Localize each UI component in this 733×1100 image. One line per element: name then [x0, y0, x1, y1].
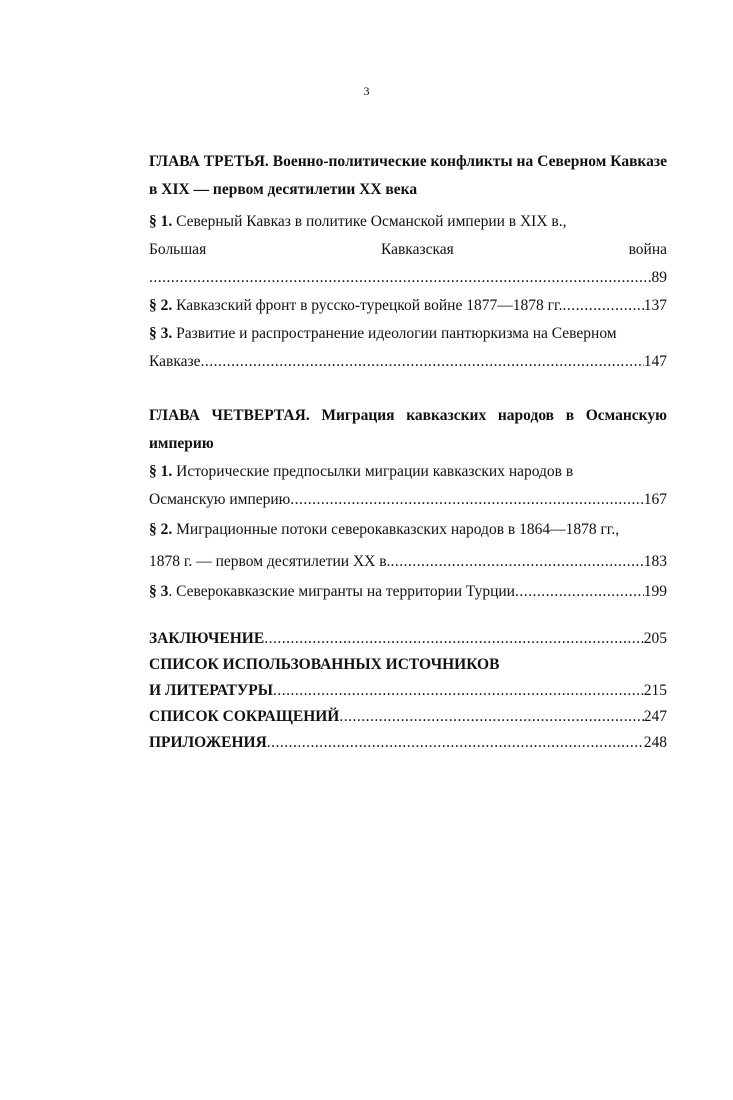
section-title: Миграционные потоки северокавказских народов в 1864—1878 гг.,: [176, 521, 620, 538]
spread-word: война: [628, 241, 667, 258]
section-title: . Северокавказские мигранты на территории Турции: [168, 583, 515, 600]
toc-leader: [149, 546, 667, 578]
page-ref: 89: [651, 269, 667, 286]
page-ref: 215: [643, 682, 667, 699]
section-title: Кавказский фронт в русско-турецкой войне 1877—1878 гг.: [176, 297, 563, 314]
leader-dots: [515, 578, 644, 606]
leader-dots: [273, 678, 644, 704]
back-matter-label: И ЛИТЕРАТУРЫ: [149, 682, 273, 699]
page-ref: 183: [643, 553, 667, 570]
toc-leader: [149, 578, 667, 606]
section-number: § 1.: [149, 213, 173, 230]
toc-appendices: [149, 730, 667, 756]
chapter-4-title: ГЛАВА ЧЕТВЕРТАЯ. Миграция кавказских народов в Османскую империю: [149, 407, 667, 452]
section-number: § 2.: [149, 521, 173, 538]
chapter-3-section-1: [149, 208, 667, 292]
leader-dots: [339, 704, 643, 730]
toc-leader: [149, 486, 667, 514]
page-ref: 247: [643, 708, 667, 725]
section-title: Исторические предпосылки миграции кавказских народов в: [176, 463, 574, 480]
toc-abbreviations: [149, 704, 667, 730]
leader-dots: [390, 546, 643, 578]
leader-dots: [290, 486, 644, 514]
table-of-contents: [149, 148, 667, 756]
toc-entry-text: [149, 514, 667, 546]
spread-word: Большая: [149, 241, 207, 258]
toc-entry-text-spread: [149, 236, 667, 264]
leader-dots: [149, 264, 652, 292]
leader-dots: [264, 626, 644, 652]
leader-dots: [562, 292, 643, 320]
page-ref: 199: [643, 583, 667, 600]
section-number: § 3.: [149, 325, 173, 342]
toc-leader: [149, 348, 667, 376]
toc-leader: [149, 264, 667, 292]
section-number: § 1.: [149, 463, 173, 480]
toc-sources: [149, 678, 667, 704]
section-title: Развитие и распространение идеологии пантюркизма на Северном: [176, 325, 617, 342]
page-ref: 167: [643, 491, 667, 508]
page-ref: 137: [643, 297, 667, 314]
back-matter-label: СПИСОК СОКРАЩЕНИЙ: [149, 708, 340, 725]
page-number: 3: [363, 84, 370, 98]
chapter-3-section-3: [149, 320, 667, 376]
toc-conclusion: [149, 626, 667, 652]
page-ref: 147: [643, 353, 667, 370]
section-title: Северный Кавказ в политике Османской империи в XIX в.,: [176, 213, 567, 230]
toc-entry-text: [149, 320, 667, 348]
section-title-cont: Кавказе: [149, 353, 201, 370]
section-number: § 3: [149, 583, 169, 600]
chapter-3-title: ГЛАВА ТРЕТЬЯ. Военно-политические конфликты на Северном Кавказе в XIX — первом десятилетии XX века: [149, 153, 667, 198]
chapter-3-section-2: [149, 292, 667, 320]
leader-dots: [267, 730, 644, 756]
section-title-cont: Османскую империю: [149, 491, 291, 508]
chapter-4-section-3: [149, 578, 667, 606]
leader-dots: [201, 348, 644, 376]
back-matter-label: ЗАКЛЮЧЕНИЕ: [149, 630, 265, 647]
chapter-4-section-1: [149, 458, 667, 514]
section-title-cont: 1878 г. — первом десятилетии XX в.: [149, 553, 391, 570]
toc-entry-text: [149, 458, 667, 486]
spread-word: Кавказская: [380, 241, 454, 258]
page-ref: 248: [643, 734, 667, 751]
back-matter-label: ПРИЛОЖЕНИЯ: [149, 734, 267, 751]
toc-sources-heading: СПИСОК ИСПОЛЬЗОВАННЫХ ИСТОЧНИКОВ: [149, 656, 500, 673]
chapter-4-section-2: [149, 514, 667, 578]
page-ref: 205: [643, 630, 667, 647]
toc-entry-text: [149, 208, 667, 236]
section-number: § 2.: [149, 297, 173, 314]
toc-leader: [149, 292, 667, 320]
